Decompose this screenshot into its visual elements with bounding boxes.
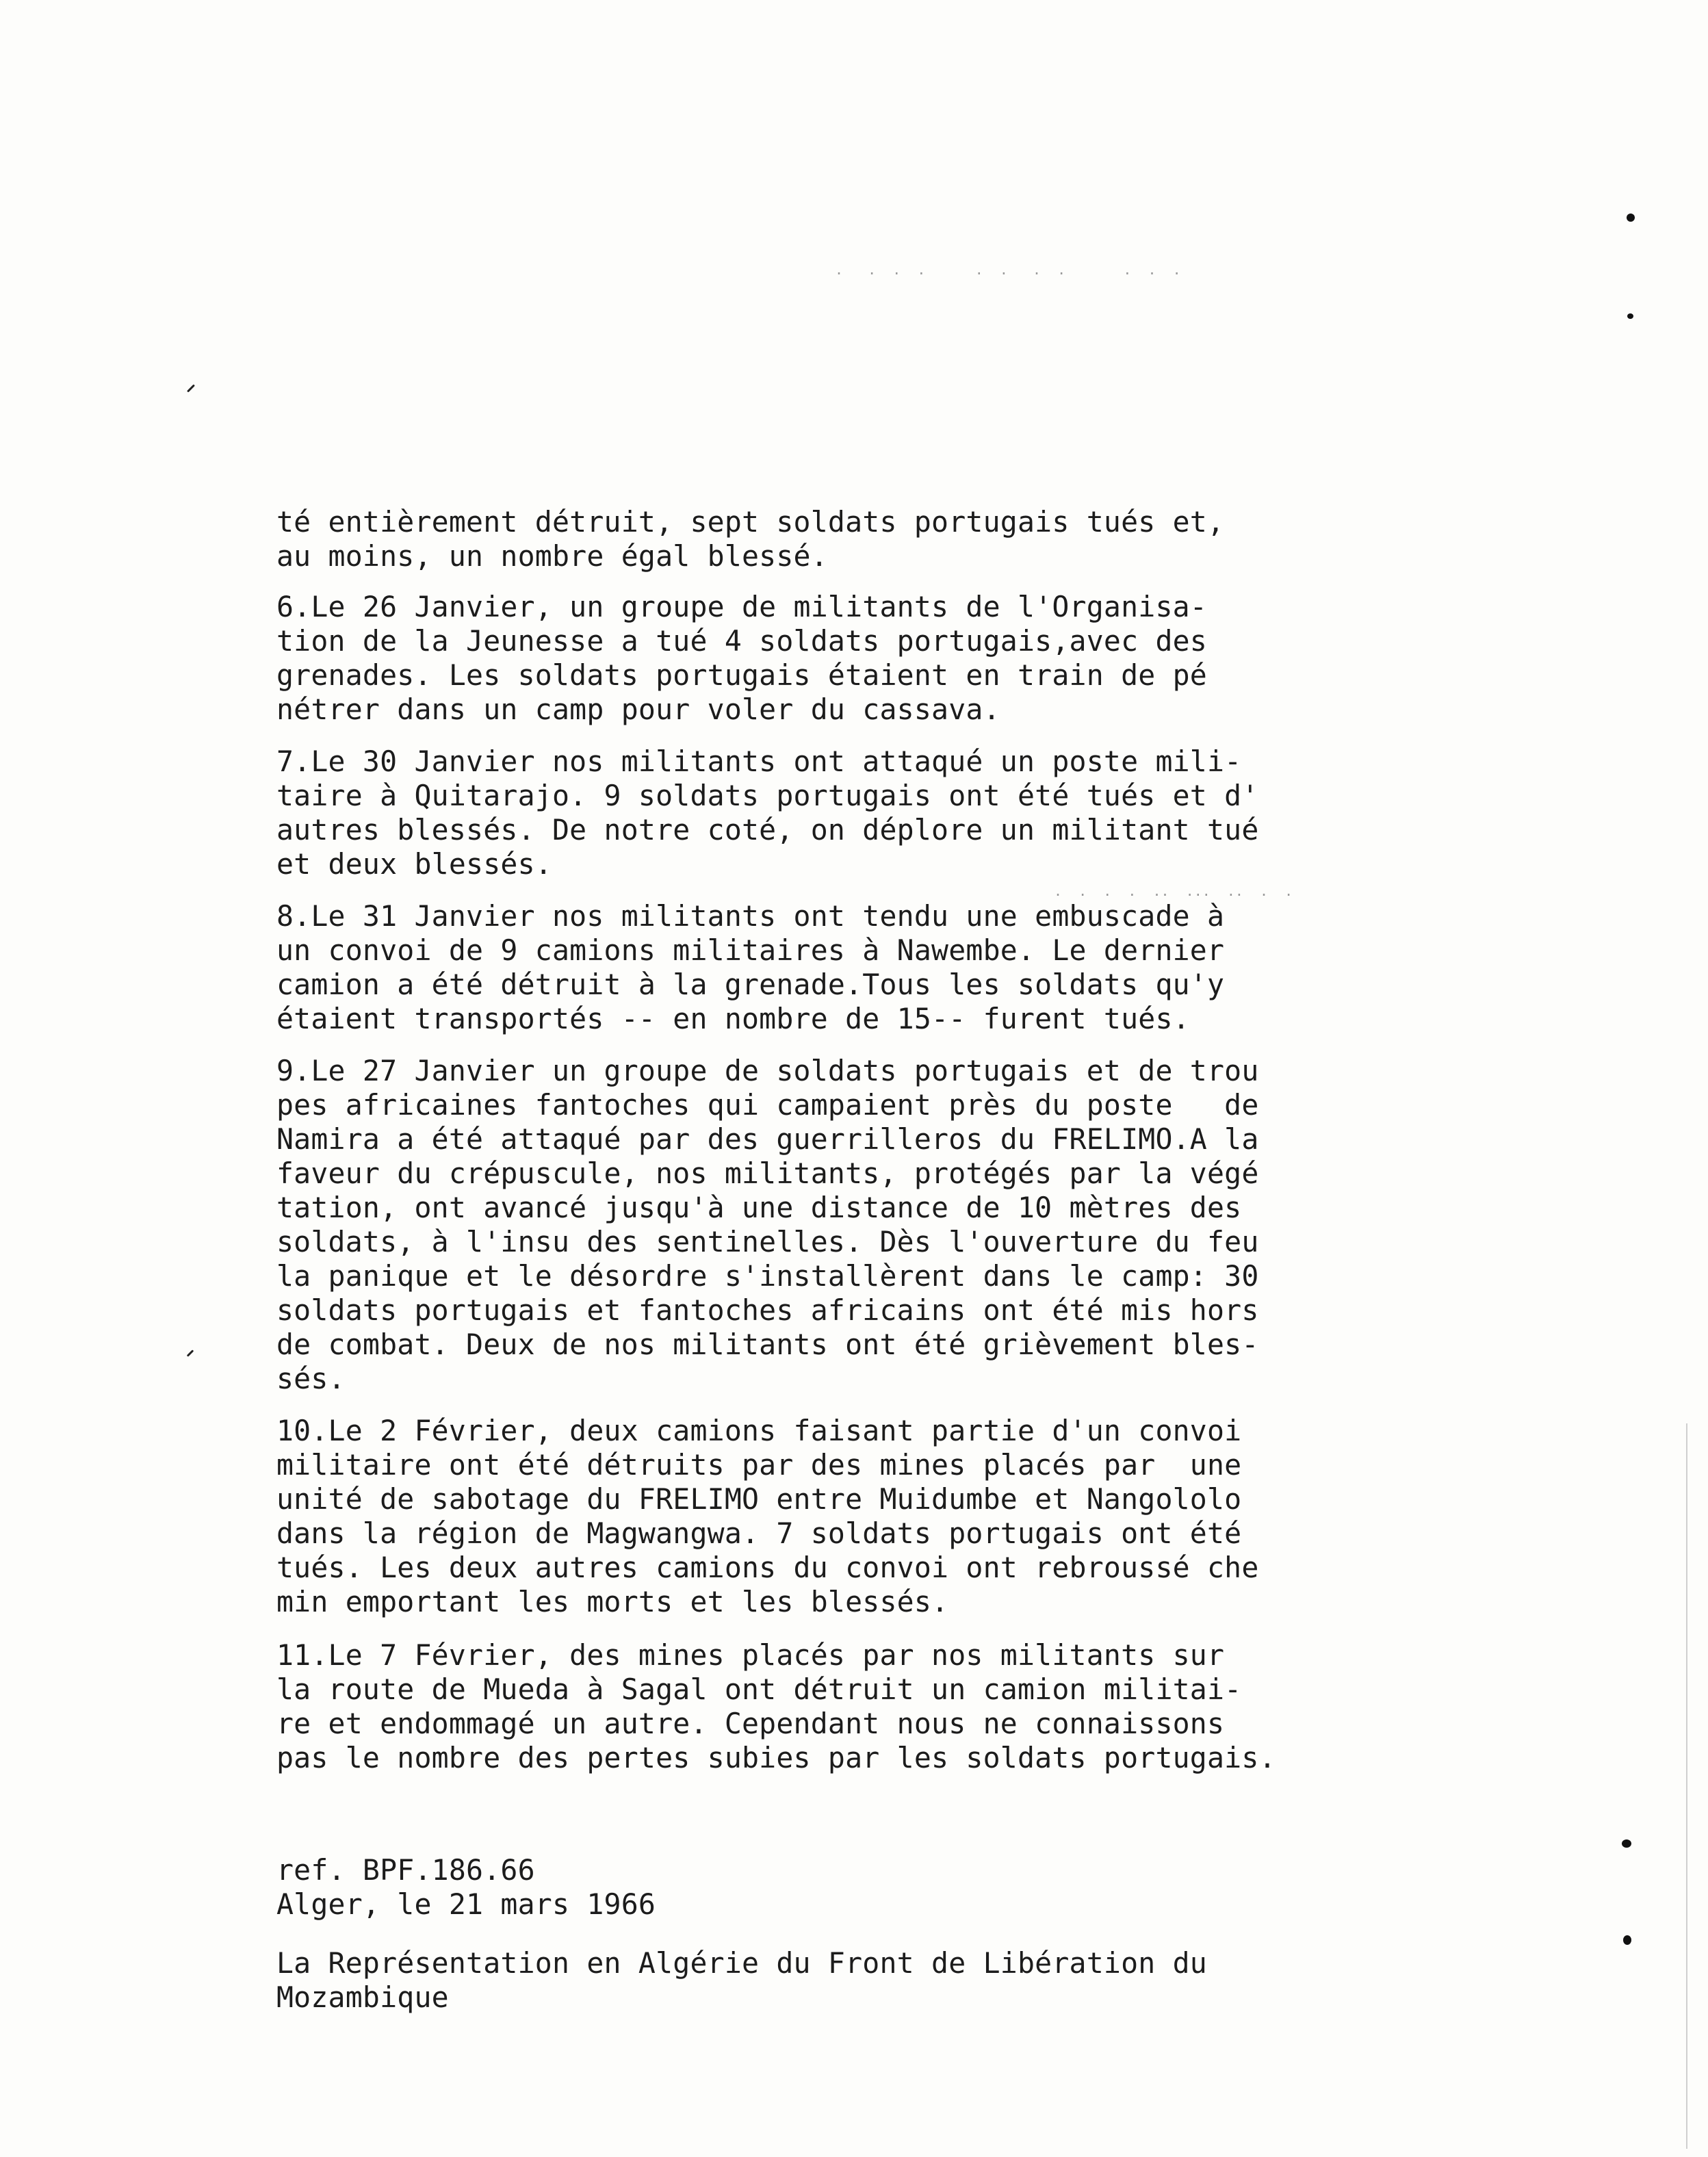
punch-mark [1627,214,1635,222]
text-line: taire à Quitarajo. 9 soldats portugais ont été tués et d' [276,779,1259,812]
punch-mark [1627,313,1633,319]
text-line: 10.Le 2 Février, deux camions faisant partie d'un convoi [276,1414,1242,1447]
text-line: grenades. Les soldats portugais étaient en train de pé [276,658,1207,692]
text-line: Namira a été attaqué par des guerrilleros du FRELIMO.A la [276,1122,1259,1156]
scan-speckle: . . . . . . . . . . . [835,261,1181,278]
text-line: un convoi de 9 camions militaires à Nawembe. Le dernier [276,933,1225,967]
text-line: pes africaines fantoches qui campaient près du poste de [276,1088,1259,1122]
text-line: soldats portugais et fantoches africains ont été mis hors [276,1293,1259,1327]
text-line: 6.Le 26 Janvier, un groupe de militants de l'Organisa- [276,590,1207,623]
text-line: nétrer dans un camp pour voler du cassava. [276,693,1000,726]
text-line: 11.Le 7 Février, des mines placés par nos militants sur [276,1638,1225,1672]
signature-line: La Représentation en Algérie du Front de Libération du [276,1946,1207,1980]
text-line: 7.Le 30 Janvier nos militants ont attaqué un poste mili- [276,745,1242,778]
pen-mark [187,1349,194,1357]
paragraph-item-11 [276,1638,1549,1775]
text-line: faveur du crépuscule, nos militants, protégés par la végé [276,1157,1259,1190]
text-line: la route de Mueda à Sagal ont détruit un camion militai- [276,1672,1242,1706]
paragraph-item-7 [276,745,1549,881]
text-line: té entièrement détruit, sept soldats portugais tués et, [276,505,1225,539]
scan-speckle: . . . . .. ... .. . . [1054,883,1293,899]
punch-mark [1622,1839,1631,1848]
text-line: au moins, un nombre égal blessé. [276,539,828,573]
text-line: sés. [276,1362,346,1395]
text-line: tués. Les deux autres camions du convoi ont rebroussé che [276,1551,1259,1584]
text-line: autres blessés. De notre coté, on déplore un militant tué [276,813,1259,847]
scan-edge [1686,1423,1687,2149]
place-date: Alger, le 21 mars 1966 [276,1887,656,1921]
text-line: soldats, à l'insu des sentinelles. Dès l'ouverture du feu [276,1225,1259,1258]
text-line: et deux blessés. [276,847,552,881]
text-line: tation, ont avancé jusqu'à une distance de 10 mètres des [276,1191,1242,1224]
text-line: camion a été détruit à la grenade.Tous les soldats qu'y [276,968,1225,1001]
text-line: 8.Le 31 Janvier nos militants ont tendu une embuscade à [276,899,1225,933]
reference-number: ref. BPF.186.66 [276,1853,535,1887]
text-line: re et endommagé un autre. Cependant nous ne connaissons [276,1707,1225,1740]
paragraph-item-8 [276,899,1549,1036]
text-line: dans la région de Magwangwa. 7 soldats portugais ont été [276,1516,1242,1550]
text-line: unité de sabotage du FRELIMO entre Muidumbe et Nangololo [276,1482,1242,1516]
text-line: tion de la Jeunesse a tué 4 soldats portugais,avec des [276,624,1207,658]
reference-block [276,1853,1549,1922]
paragraph-item-9 [276,1054,1549,1396]
text-line: la panique et le désordre s'installèrent dans le camp: 30 [276,1259,1259,1293]
punch-mark [1623,1935,1631,1945]
signature-line: Mozambique [276,1980,449,2014]
text-line: 9.Le 27 Janvier un groupe de soldats portugais et de trou [276,1054,1259,1087]
pen-mark [187,384,195,392]
paragraph-item-5-end [276,505,1549,573]
text-line: pas le nombre des pertes subies par les soldats portugais. [276,1741,1276,1774]
text-line: étaient transportés -- en nombre de 15-- furent tués. [276,1002,1190,1035]
text-line: min emportant les morts et les blessés. [276,1585,949,1618]
text-line: de combat. Deux de nos militants ont été grièvement bles- [276,1328,1259,1361]
text-line: militaire ont été détruits par des mines placés par une [276,1448,1242,1482]
paragraph-item-10 [276,1414,1549,1619]
signature-block [276,1946,1549,2015]
paragraph-item-6 [276,590,1549,727]
